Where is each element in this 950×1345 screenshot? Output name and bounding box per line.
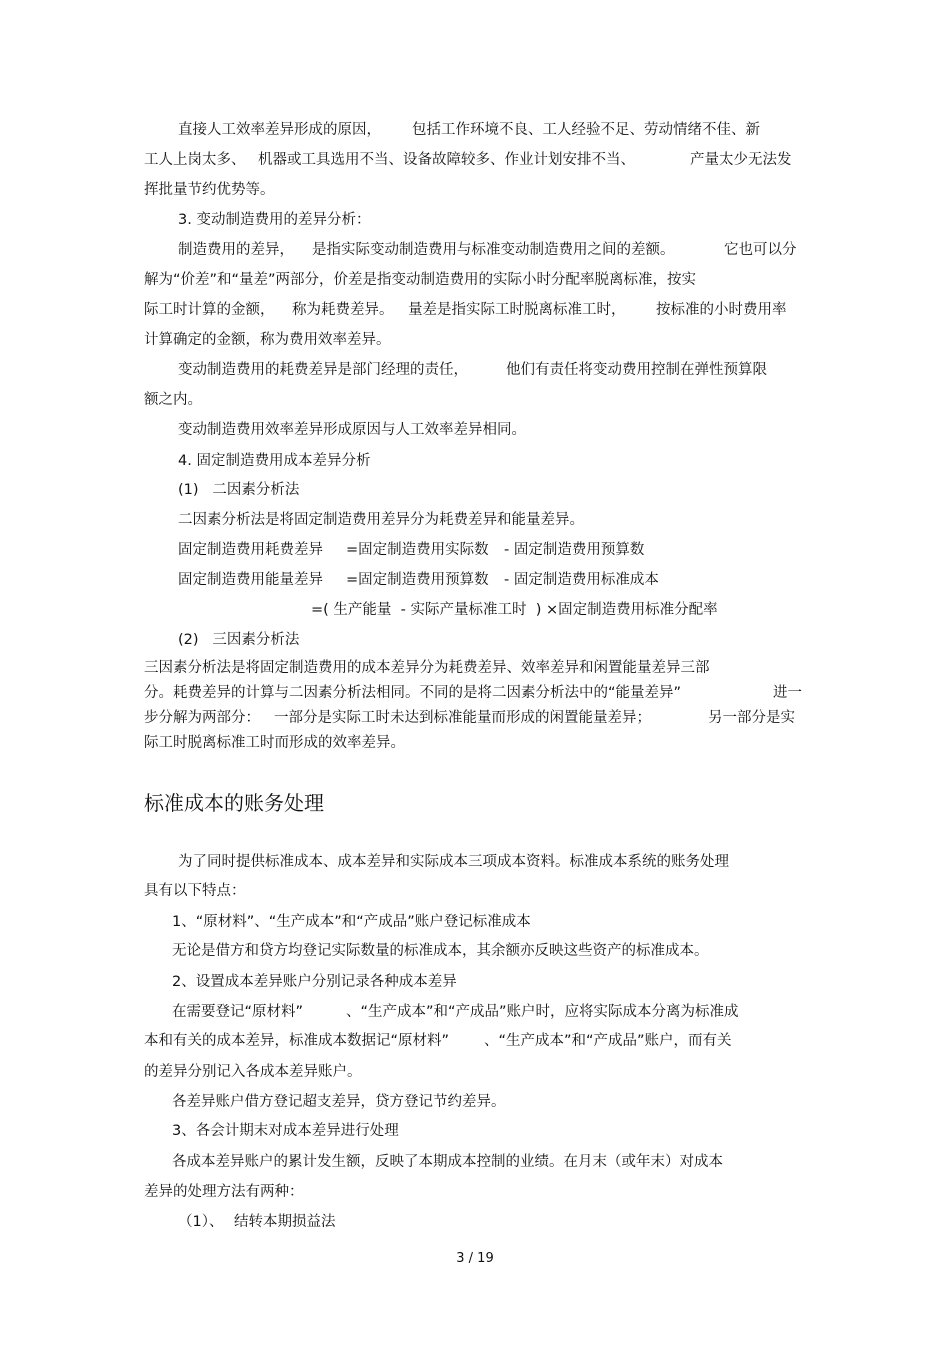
section-heading: 标准成本的账务处理 <box>144 791 324 815</box>
text-segment: 各成本差异账户的累计发生额，反映了本期成本控制的业绩。在月末（或年末）对成本 <box>172 1154 723 1170</box>
text-segment: 为了同时提供标准成本、成本差异和实际成本三项成本资料。标准成本系统的账务处理 <box>178 854 729 870</box>
text-segment: 际工时计算的金额， <box>144 302 275 318</box>
page-number: 3 / 19 <box>456 1251 494 1266</box>
text-segment: 3、各会计期末对成本差异进行处理 <box>172 1123 399 1139</box>
text-segment: 、“生产成本”和“产成品”账户，而有关 <box>484 1033 732 1049</box>
text-segment: 包括工作环境不良、工人经验不足、劳动情绪不佳、新 <box>412 122 760 138</box>
text-segment: 4. 固定制造费用成本差异分析 <box>178 453 371 469</box>
text-segment: 无论是借方和贷方均登记实际数量的标准成本，其余额亦反映这些资产的标准成本。 <box>172 943 709 959</box>
text-segment: 、“生产成本”和“产成品”账户时，应将实际成本分离为标准成 <box>346 1004 739 1020</box>
text-segment: 工人上岗太多、 <box>144 152 246 168</box>
text-segment: 进一 <box>773 685 802 701</box>
text-segment: 是指实际变动制造费用与标准变动制造费用之间的差额。 <box>312 242 675 258</box>
text-segment: 1、“原材料”、“生产成本”和“产成品”账户登记标准成本 <box>172 914 531 930</box>
text-segment: 结转本期损益法 <box>234 1214 336 1230</box>
text-segment: 二因素分析法是将固定制造费用差异分为耗费差异和能量差异。 <box>178 512 584 528</box>
text-segment: 计算确定的金额，称为费用效率差异。 <box>144 332 391 348</box>
text-segment: （1）、 <box>178 1214 224 1230</box>
text-segment: 2、设置成本差异账户分别记录各种成本差异 <box>172 974 457 990</box>
text-segment: 一部分是实际工时未达到标准能量而形成的闲置能量差异； <box>274 710 651 726</box>
text-segment: 三因素分析法是将固定制造费用的成本差异分为耗费差异、效率差异和闲置能量差异三部 <box>144 660 710 676</box>
text-segment: 本和有关的成本差异，标准成本数据记“原材料” <box>144 1033 450 1049</box>
text-segment: 按标准的小时费用率 <box>656 302 787 318</box>
text-segment: 3. 变动制造费用的差异分析： <box>178 212 371 228</box>
text-segment: 量差是指实际工时脱离标准工时， <box>408 302 626 318</box>
text-segment: 变动制造费用的耗费差异是部门经理的责任， <box>178 362 468 378</box>
text-segment: 步分解为两部分： <box>144 710 260 726</box>
text-segment: (2) 三因素分析法 <box>178 632 300 648</box>
text-segment: 制造费用的差异， <box>178 242 294 258</box>
text-segment: 固定制造费用能量差异 <box>178 572 323 588</box>
text-segment: 另一部分是实 <box>708 710 795 726</box>
text-segment: 直接人工效率差异形成的原因， <box>178 122 381 138</box>
text-segment: 的差异分别记入各成本差异账户。 <box>144 1064 362 1080</box>
text-segment: 他们有责任将变动费用控制在弹性预算限 <box>506 362 767 378</box>
text-segment: 称为耗费差异。 <box>292 302 394 318</box>
text-segment: =( 生产能量 - 实际产量标准工时 ) ×固定制造费用标准分配率 <box>311 602 718 618</box>
text-segment: 额之内。 <box>144 392 202 408</box>
text-segment: 差异的处理方法有两种： <box>144 1184 304 1200</box>
text-segment: 它也可以分 <box>724 242 797 258</box>
text-segment: =固定制造费用预算数 <box>346 572 489 588</box>
text-segment: 产量太少无法发 <box>690 152 792 168</box>
text-segment: 解为“价差”和“量差”两部分，价差是指变动制造费用的实际小时分配率脱离标准，按实 <box>144 272 697 288</box>
text-segment: - 固定制造费用预算数 <box>504 542 645 558</box>
text-segment: =固定制造费用实际数 <box>346 542 489 558</box>
text-segment: 固定制造费用耗费差异 <box>178 542 323 558</box>
text-segment: - 固定制造费用标准成本 <box>504 572 659 588</box>
text-segment: 挥批量节约优势等。 <box>144 182 275 198</box>
text-segment: 各差异账户借方登记超支差异，贷方登记节约差异。 <box>172 1094 506 1110</box>
text-segment: 际工时脱离标准工时而形成的效率差异。 <box>144 735 405 751</box>
text-segment: 具有以下特点： <box>144 883 246 899</box>
text-segment: 变动制造费用效率差异形成原因与人工效率差异相同。 <box>178 422 526 438</box>
text-segment: 分。耗费差异的计算与二因素分析法相同。不同的是将二因素分析法中的“能量差异” <box>144 685 682 701</box>
text-segment: (1) 二因素分析法 <box>178 482 300 498</box>
text-segment: 在需要登记“原材料” <box>172 1004 304 1020</box>
text-segment: 机器或工具选用不当、设备故障较多、作业计划安排不当、 <box>258 152 635 168</box>
